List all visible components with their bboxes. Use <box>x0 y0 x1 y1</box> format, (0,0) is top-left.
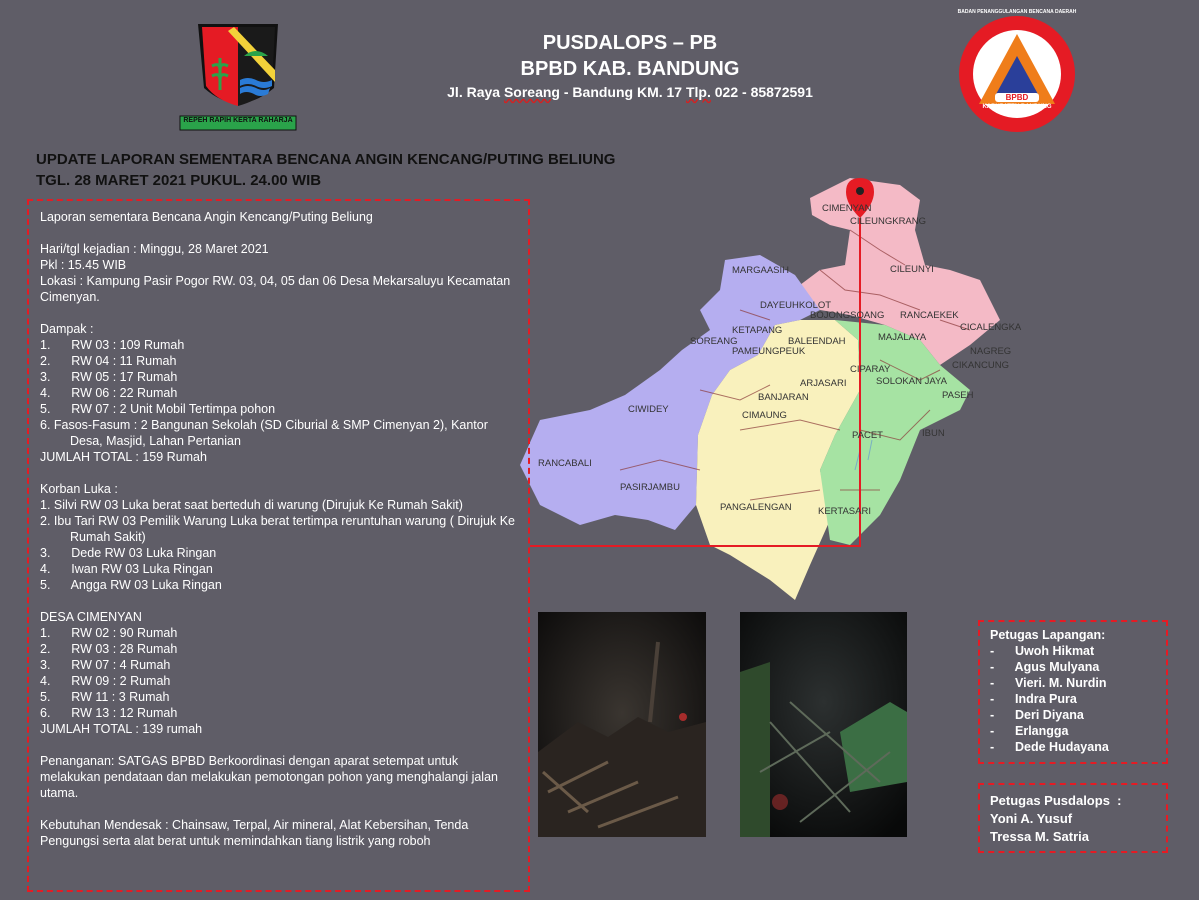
map-label: DAYEUHKOLOT <box>760 300 832 311</box>
map-label: PAMEUNGPEUK <box>732 346 806 357</box>
header-title-line2: BPBD KAB. BANDUNG <box>520 58 740 80</box>
header-address: Jl. Raya Soreang - Bandung KM. 17 Tlp. 022 - 85872591 <box>447 84 813 100</box>
map-label: PASIRJAMBU <box>620 482 681 493</box>
impact-title: Dampak : <box>40 322 94 336</box>
desa-title: DESA CIMENYAN <box>40 610 142 624</box>
injury-item: 3. Dede RW 03 Luka Ringan <box>40 546 217 560</box>
map-label: RANCAEKEK <box>900 310 959 321</box>
desa-item: 2. RW 03 : 28 Rumah <box>40 642 178 656</box>
disaster-photo-1 <box>538 612 706 837</box>
injury-item: 4. Iwan RW 03 Luka Ringan <box>40 562 213 576</box>
field-officers-list <box>990 627 1109 755</box>
field-officer: - Agus Mulyana <box>990 660 1100 674</box>
map-label: ARJASARI <box>800 378 847 389</box>
report-time: Pkl : 15.45 WIB <box>40 258 127 272</box>
impact-item: 1. RW 03 : 109 Rumah <box>40 338 185 352</box>
desa-item: 1. RW 02 : 90 Rumah <box>40 626 178 640</box>
needs-text: Kebutuhan Mendesak : Chainsaw, Terpal, Air mineral, Alat Kebersihan, Tenda Pengungsi serta alat berat untuk memindahkan tiang listrik yang roboh <box>40 818 469 848</box>
impact-item: 6. Fasos-Fasum : 2 Bangunan Sekolah (SD Ciburial & SMP Cimenyan 2), Kantor Desa, Masjid, Lahan Pertanian <box>40 418 488 448</box>
map-label: SOLOKAN JAYA <box>876 376 947 387</box>
desa-item: 4. RW 09 : 2 Rumah <box>40 674 171 688</box>
header-title-line1: PUSDALOPS – PB <box>542 32 718 54</box>
update-date: TGL. 28 MARET 2021 PUKUL. 24.00 WIB <box>36 172 322 189</box>
field-officer: - Deri Diyana <box>990 708 1084 722</box>
map-label: CIMAUNG <box>742 410 787 421</box>
injury-item: 2. Ibu Tari RW 03 Pemilik Warung Luka berat tertimpa reruntuhan warung ( Dirujuk Ke Rumah Sakit) <box>40 514 515 544</box>
pusdalops-officer: Yoni A. Yusuf <box>990 811 1073 826</box>
field-officers-title: Petugas Lapangan: <box>990 628 1106 642</box>
field-officer: - Dede Hudayana <box>990 740 1109 754</box>
map-label: PASEH <box>942 390 974 401</box>
field-officer: - Uwoh Hikmat <box>990 644 1095 658</box>
map-label: BANJARAN <box>758 392 809 403</box>
map-label: PANGALENGAN <box>720 502 792 513</box>
bpbd-logo <box>955 14 1079 134</box>
map-label: MARGAASIH <box>732 265 790 276</box>
map-label: CIPARAY <box>850 364 891 375</box>
field-officer: - Vieri. M. Nurdin <box>990 676 1107 690</box>
logo-motto: REPEH RAPIH KERTA RAHARJA <box>183 117 293 124</box>
impact-item: 3. RW 05 : 17 Rumah <box>40 370 178 384</box>
map-label: KERTASARI <box>818 506 871 517</box>
disaster-photo-2 <box>740 612 907 837</box>
update-title: UPDATE LAPORAN SEMENTARA BENCANA ANGIN KENCANG/PUTING BELIUNG <box>36 151 616 168</box>
map-label: KETAPANG <box>732 325 783 336</box>
bpbd-logo-arc-text: BADAN PENANGGULANGAN BENCANA DAERAH <box>957 9 1077 15</box>
map-label: RANCABALI <box>538 458 592 469</box>
map-label: CILEUNGKRANG <box>850 216 927 227</box>
desa-item: 6. RW 13 : 12 Rumah <box>40 706 178 720</box>
injury-item: 1. Silvi RW 03 Luka berat saat berteduh di warung (Dirujuk Ke Rumah Sakit) <box>40 498 463 512</box>
map-label: MAJALAYA <box>878 332 927 343</box>
report-heading: Laporan sementara Bencana Angin Kencang/Puting Beliung <box>40 210 373 224</box>
map-label: BOJONGSOANG <box>810 310 885 321</box>
map-label: NAGREG <box>970 346 1012 357</box>
pusdalops-title: Petugas Pusdalops : <box>990 793 1122 808</box>
injury-title: Korban Luka : <box>40 482 118 496</box>
report-location: Lokasi : Kampung Pasir Pogor RW. 03, 04, 05 dan 06 Desa Mekarsaluyu Kecamatan Cimenyan. <box>40 274 511 304</box>
map-label: CIWIDEY <box>628 404 669 415</box>
map-label: IBUN <box>922 428 945 439</box>
report-day: Hari/tgl kejadian : Minggu, 28 Maret 2021 <box>40 242 269 256</box>
field-officer: - Erlangga <box>990 724 1069 738</box>
desa-total: JUMLAH TOTAL : 139 rumah <box>40 722 203 736</box>
impact-total: JUMLAH TOTAL : 159 Rumah <box>40 450 207 464</box>
pusdalops-officer: Tressa M. Satria <box>990 829 1089 844</box>
map-label: CICALENGKA <box>960 322 1022 333</box>
report-text <box>40 209 515 849</box>
impact-item: 5. RW 07 : 2 Unit Mobil Tertimpa pohon <box>40 402 276 416</box>
pusdalops-officers-list <box>990 792 1121 846</box>
bpbd-logo-label: BPBD <box>995 93 1039 102</box>
map-labels <box>500 170 1020 610</box>
bpbd-logo-bottom-text: KABUPATEN BANDUNG <box>982 104 1052 110</box>
impact-item: 2. RW 04 : 11 Rumah <box>40 354 177 368</box>
map-label: CILEUNYI <box>890 264 934 275</box>
map-label: BALEENDAH <box>788 336 846 347</box>
impact-item: 4. RW 06 : 22 Rumah <box>40 386 178 400</box>
map-label: CIKANCUNG <box>952 360 1010 371</box>
map-label: SOREANG <box>690 336 738 347</box>
map-label: PACET <box>852 430 883 441</box>
desa-item: 5. RW 11 : 3 Rumah <box>40 690 170 704</box>
map-label: CIMENYAN <box>822 203 872 214</box>
desa-item: 3. RW 07 : 4 Rumah <box>40 658 171 672</box>
handling-text: Penanganan: SATGAS BPBD Berkoordinasi dengan aparat setempat untuk melakukan pendataan dan melakukan pemotongan pohon yang menghalangi jalan utama. <box>40 754 498 800</box>
field-officer: - Indra Pura <box>990 692 1077 706</box>
injury-item: 5. Angga RW 03 Luka Ringan <box>40 578 222 592</box>
